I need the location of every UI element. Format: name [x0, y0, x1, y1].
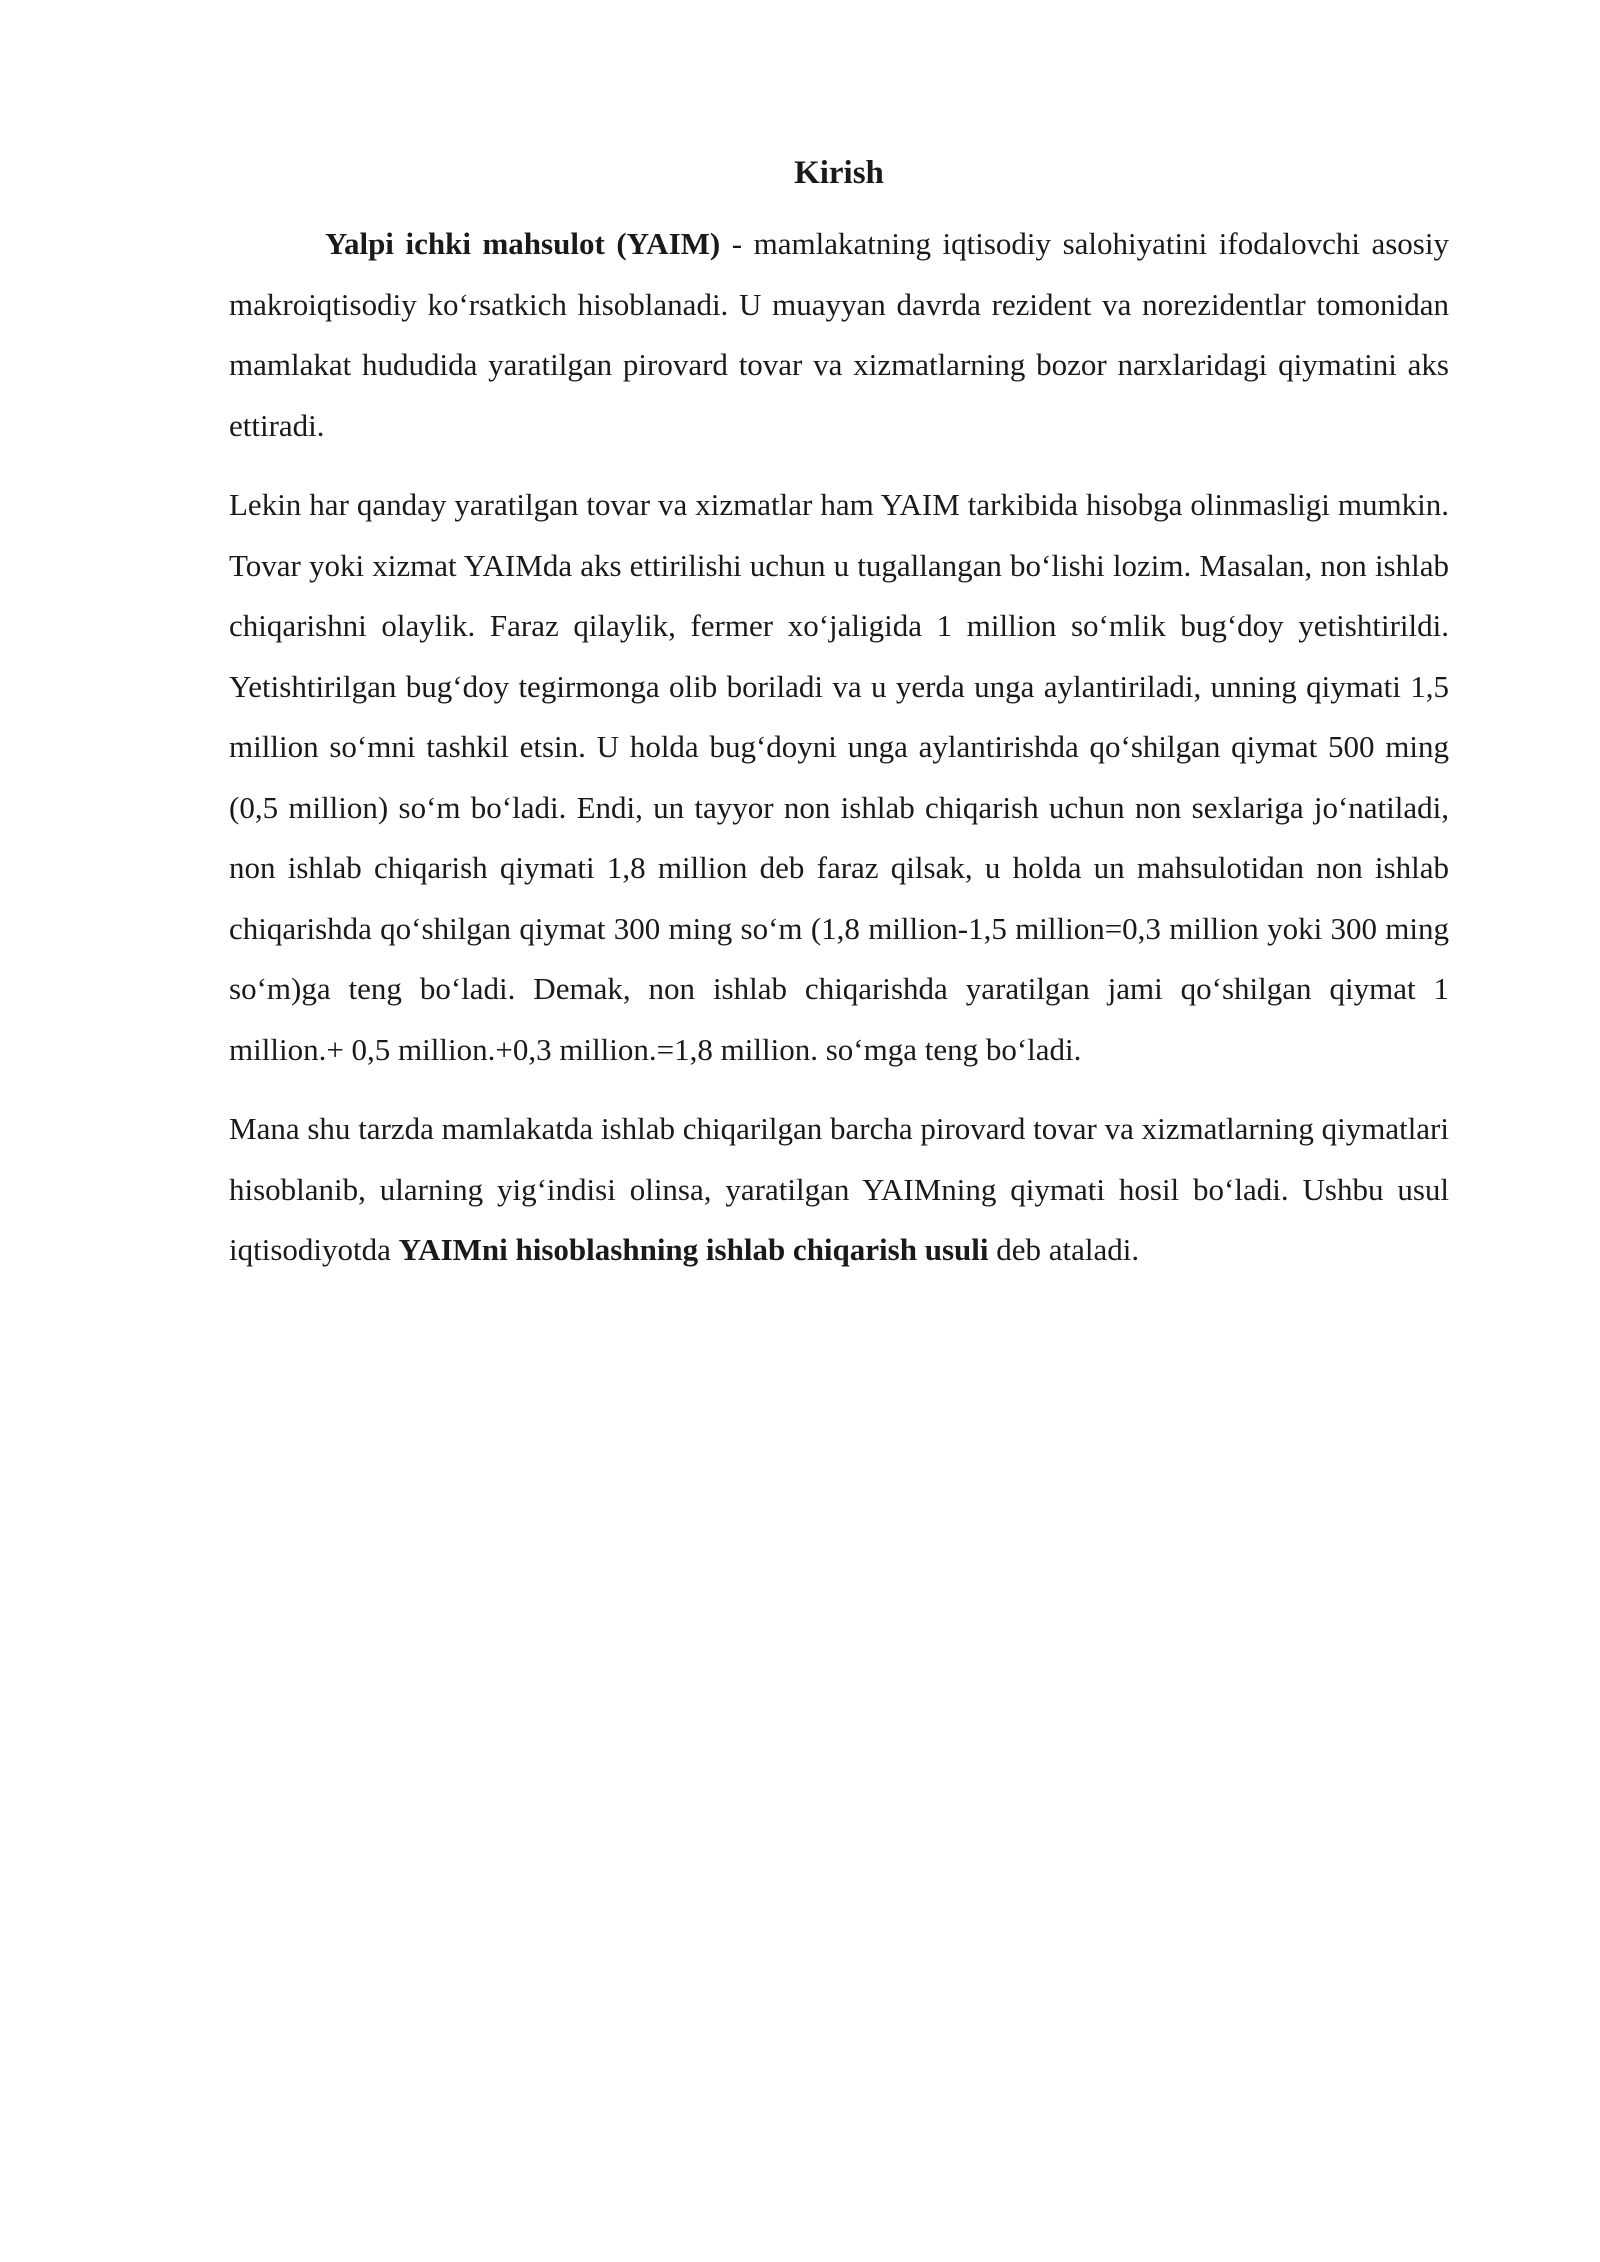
method-term: YAIMni hisoblashning ishlab chiqarish usuli — [398, 1232, 989, 1267]
term-yaim: Yalpi ichki mahsulot (YAIM) — [325, 226, 721, 261]
method-text-after: deb ataladi. — [988, 1232, 1140, 1267]
method-text-before: Mana shu tarzda mamlakatda ishlab chiqarilgan barcha pirovard tovar va xizmatlarning qiymatlari hisoblanib, ularning yig‘indisi olinsa, yaratilgan YAIMning qiymati hosil bo‘ladi. Ushbu usul iqtisodiyotda — [229, 1111, 1449, 1267]
definition-text: - mamlakatning iqtisodiy salohiyatini ifodalovchi asosiy makroiqtisodiy ko‘rsatkich hisoblanadi. U muayyan davrda rezident va norezidentlar tomonidan mamlakat hududida yaratilgan pirovard tovar va xizmatlarning bozor narxlaridagi qiymatini aks ettiradi. — [229, 226, 1449, 443]
document-title: Kirish — [794, 155, 884, 191]
paragraph-definition — [229, 214, 1449, 456]
document-body — [229, 148, 1449, 1300]
paragraph-example: Lekin har qanday yaratilgan tovar va xizmatlar ham YAIM tarkibida hisobga olinmasligi mumkin. Tovar yoki xizmat YAIMda aks ettirilishi uchun u tugallangan bo‘lishi lozim. Masalan, non ishlab chiqarishni olaylik. Faraz qilaylik, fermer xo‘jaligida 1 million so‘mlik bug‘doy yetishtirildi. Yetishtirilgan bug‘doy tegirmonga olib boriladi va u yerda unga aylantiriladi, unning qiymati 1,5 million so‘mni tashkil etsin. U holda bug‘doyni unga aylantirishda qo‘shilgan qiymat 500 ming (0,5 million) so‘m bo‘ladi. Endi, un tayyor non ishlab chiqarish uchun non sexlariga jo‘natiladi, non ishlab chiqarish qiymati 1,8 million deb faraz qilsak, u holda un mahsulotidan non ishlab chiqarishda qo‘shilgan qiymat 300 ming so‘m (1,8 million-1,5 million=0,3 million yoki 300 ming so‘m)ga teng bo‘ladi. Demak, non ishlab chiqarishda yaratilgan jami qo‘shilgan qiymat 1 million.+ 0,5 million.+0,3 million.=1,8 million. so‘mga teng bo‘ladi. — [229, 487, 1449, 1067]
paragraph-method — [229, 1099, 1449, 1281]
